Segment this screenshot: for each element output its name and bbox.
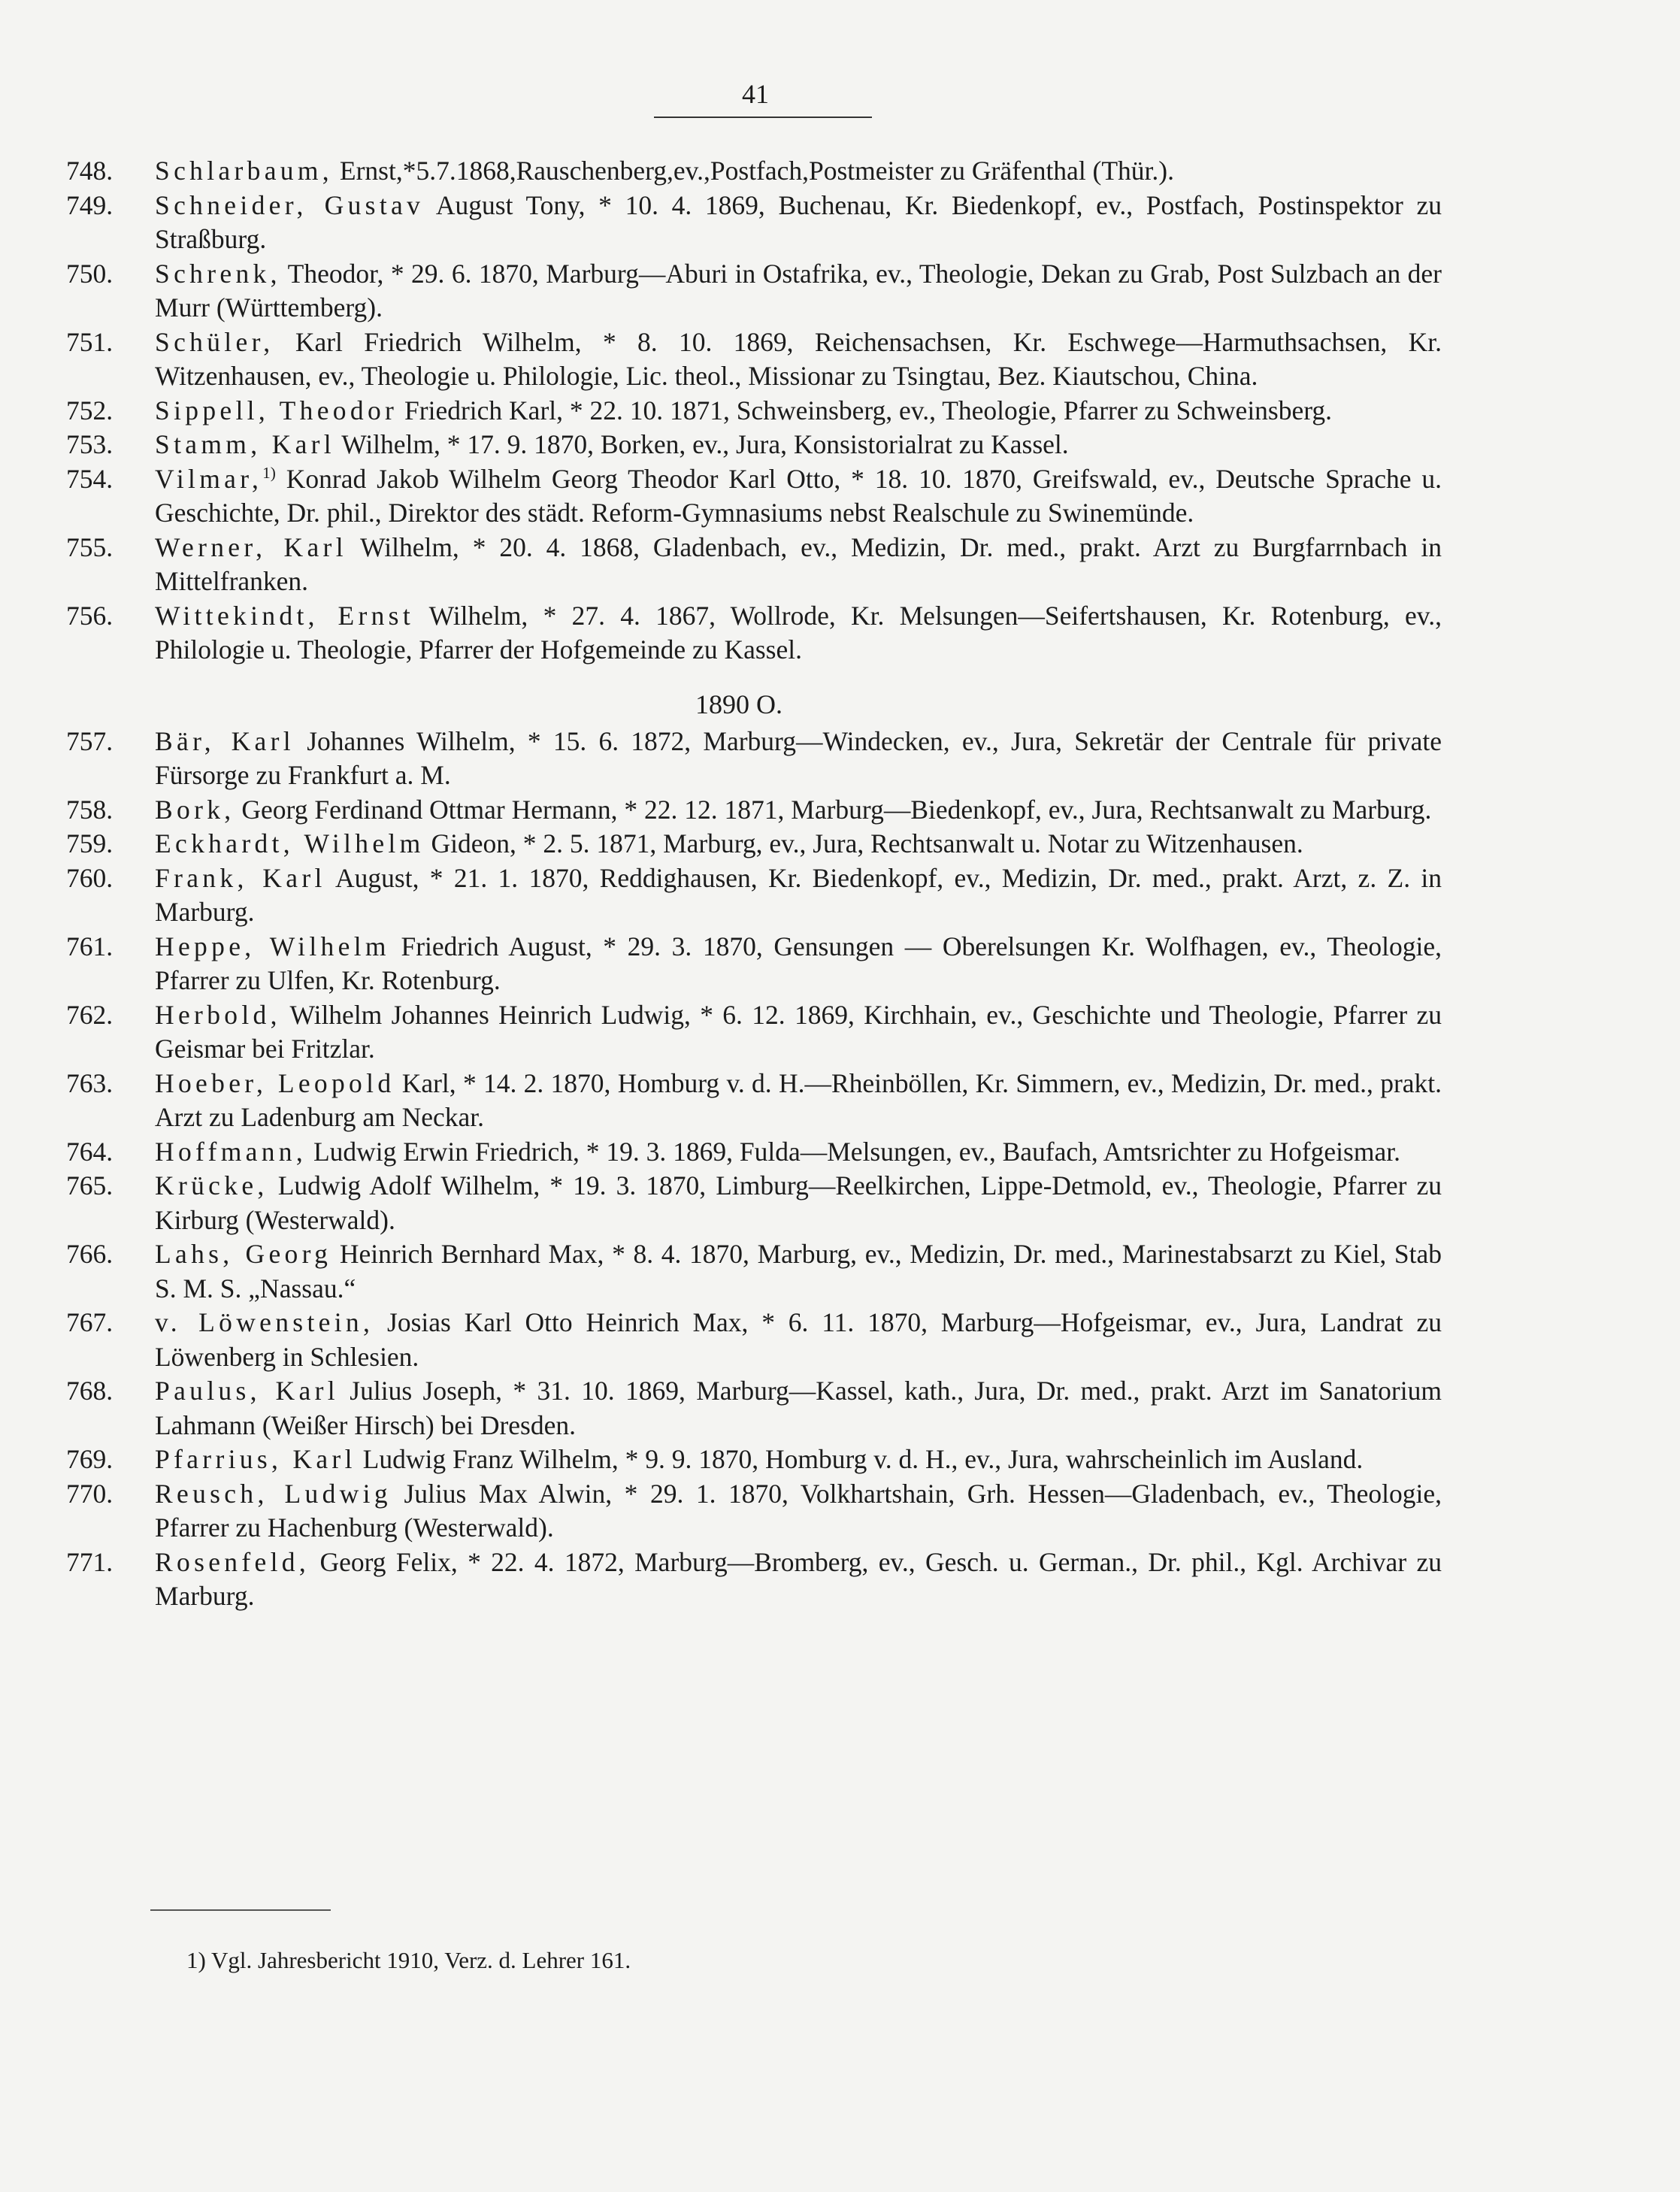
entry-number: 757. — [66, 725, 114, 756]
entry-name: Schüler, — [155, 326, 274, 357]
entry-details: Gideon, * 2. 5. 1871, Marburg, ev., Jura, Rechtsanwalt u. Notar zu Witzenhausen. — [431, 828, 1303, 858]
entry-number: 762. — [66, 999, 114, 1030]
entry — [66, 1237, 1442, 1306]
entry-number: 749. — [66, 189, 114, 220]
entry-list — [66, 154, 1442, 1614]
entry-name: Herbold, — [155, 999, 281, 1030]
entry-name: Sippell, Theodor — [155, 395, 398, 425]
entry-name: Bork, — [155, 794, 235, 825]
entry-details: August, * 21. 1. 1870, Reddighausen, Kr. Biedenkopf, ev., Medizin, Dr. med., prakt. Arzt, z. Z. in Marburg. — [155, 862, 1442, 927]
entry-number: 768. — [66, 1376, 114, 1406]
footnote-marker: 1) — [262, 463, 276, 482]
entry-name: Heppe, Wilhelm — [155, 931, 390, 961]
entry-number: 770. — [66, 1478, 114, 1509]
entry — [66, 1546, 1442, 1614]
entry-name: Krücke, — [155, 1170, 268, 1200]
entry — [66, 930, 1442, 998]
entry-name: Paulus, Karl — [155, 1376, 339, 1406]
entry-number: 758. — [66, 794, 114, 825]
entry-name: Hoffmann, — [155, 1136, 307, 1167]
entry-number: 771. — [66, 1546, 114, 1577]
entry — [66, 325, 1442, 394]
entry-name: Hoeber, Leopold — [155, 1067, 395, 1098]
entry-details: Julius Max Alwin, * 29. 1. 1870, Volkhartshain, Grh. Hessen—Gladenbach, ev., Theologie, Pfarrer zu Hachenburg (Westerwald). — [155, 1478, 1442, 1543]
entry-details: Karl Friedrich Wilhelm, * 8. 10. 1869, Reichensachsen, Kr. Eschwege—Harmuthsachsen, Kr. Witzenhausen, ev., Theologie u. Philologie, Lic. theol., Missionar zu Tsingtau, Bez. Kiautschou, China. — [155, 326, 1442, 391]
entry-number: 760. — [66, 862, 114, 893]
entry-number: 761. — [66, 931, 114, 961]
entry-number: 766. — [66, 1239, 114, 1269]
entry-number: 753. — [66, 429, 114, 459]
entry-number: 759. — [66, 828, 114, 858]
entry-details: Wilhelm Johannes Heinrich Ludwig, * 6. 12. 1869, Kirchhain, ev., Geschichte und Theologie, Pfarrer zu Geismar bei Fritzlar. — [155, 999, 1442, 1064]
entry-number: 750. — [66, 258, 114, 289]
entry-details: Ludwig Erwin Friedrich, * 19. 3. 1869, Fulda—Melsungen, ev., Baufach, Amtsrichter zu Hofgeismar. — [313, 1136, 1400, 1167]
entry-details: Ludwig Franz Wilhelm, * 9. 9. 1870, Homburg v. d. H., ev., Jura, wahrscheinlich im Ausland. — [362, 1444, 1364, 1474]
entry-number: 769. — [66, 1444, 114, 1474]
entry-details: Theodor, * 29. 6. 1870, Marburg—Aburi in Ostafrika, ev., Theologie, Dekan zu Grab, Post Sulzbach an der Murr (Württemberg). — [155, 258, 1442, 322]
entry-name: Wittekindt, Ernst — [155, 600, 415, 631]
entry-details: Wilhelm, * 17. 9. 1870, Borken, ev., Jura, Konsistorialrat zu Kassel. — [341, 429, 1069, 459]
entry — [66, 1135, 1442, 1170]
entry — [66, 1067, 1442, 1135]
entry-name: v. Löwenstein, — [155, 1307, 374, 1337]
entry-details: Karl, * 14. 2. 1870, Homburg v. d. H.—Rheinböllen, Kr. Simmern, ev., Medizin, Dr. med., prakt. Arzt zu Ladenburg am Neckar. — [155, 1067, 1442, 1132]
entry-number: 755. — [66, 531, 114, 562]
entry-details: Julius Joseph, * 31. 10. 1869, Marburg—Kassel, kath., Jura, Dr. med., prakt. Arzt im Sanatorium Lahmann (Weißer Hirsch) bei Dresden. — [155, 1376, 1442, 1440]
entry — [66, 793, 1442, 828]
entry-number: 756. — [66, 600, 114, 631]
entry-name: Vilmar, — [155, 463, 263, 494]
entry — [66, 154, 1442, 189]
entry-name: Schneider, Gustav — [155, 189, 425, 220]
header-rule — [654, 117, 872, 118]
entry-details: Wilhelm, * 20. 4. 1868, Gladenbach, ev., Medizin, Dr. med., prakt. Arzt zu Burgfarrnbach in Mittelfranken. — [155, 531, 1442, 596]
entry-number: 763. — [66, 1067, 114, 1098]
entry — [66, 462, 1442, 531]
entry-number: 765. — [66, 1170, 114, 1200]
entry-name: Lahs, Georg — [155, 1239, 332, 1269]
entry — [66, 1477, 1442, 1546]
entry-name: Bär, Karl — [155, 725, 295, 756]
entry-details: Georg Felix, * 22. 4. 1872, Marburg—Bromberg, ev., Gesch. u. German., Dr. phil., Kgl. Archivar zu Marburg. — [155, 1546, 1442, 1611]
entry-details: Georg Ferdinand Ottmar Hermann, * 22. 12. 1871, Marburg—Biedenkopf, ev., Jura, Rechtsanwalt zu Marburg. — [241, 794, 1432, 825]
footnote: 1) Vgl. Jahresbericht 1910, Verz. d. Lehrer 161. — [186, 1947, 631, 1973]
entry — [66, 599, 1442, 668]
entry-name: Stamm, Karl — [155, 429, 335, 459]
entry — [66, 998, 1442, 1067]
entry-details: Friedrich August, * 29. 3. 1870, Gensungen — Oberelsungen Kr. Wolfhagen, ev., Theologie, Pfarrer zu Ulfen, Kr. Rotenburg. — [155, 931, 1442, 995]
entry-name: Schrenk, — [155, 258, 281, 289]
entry-details: August Tony, * 10. 4. 1869, Buchenau, Kr. Biedenkopf, ev., Postfach, Postinspektor zu Straßburg. — [155, 189, 1442, 254]
entry-name: Schlarbaum, — [155, 156, 334, 186]
entry-name: Frank, Karl — [155, 862, 326, 893]
footnote-rule — [150, 1909, 331, 1911]
entry — [66, 531, 1442, 599]
entry-number: 751. — [66, 326, 114, 357]
entry-details: Wilhelm, * 27. 4. 1867, Wollrode, Kr. Melsungen—Seifertshausen, Kr. Rotenburg, ev., Philologie u. Theologie, Pfarrer der Hofgemeinde zu Kassel. — [155, 600, 1442, 665]
entry-name: Pfarrius, Karl — [155, 1444, 356, 1474]
entry-details: Friedrich Karl, * 22. 10. 1871, Schweinsberg, ev., Theologie, Pfarrer zu Schweinsberg. — [404, 395, 1333, 425]
entry-number: 748. — [66, 156, 114, 186]
entry-name: Werner, Karl — [155, 531, 347, 562]
entry — [66, 725, 1442, 793]
entry-number: 764. — [66, 1136, 114, 1167]
entry-name: Eckhardt, Wilhelm — [155, 828, 425, 858]
entries-1890 — [66, 725, 1442, 1614]
entries-1889 — [66, 154, 1442, 668]
entry-details: Ludwig Adolf Wilhelm, * 19. 3. 1870, Limburg—Reelkirchen, Lippe-Detmold, ev., Theologie, Pfarrer zu Kirburg (Westerwald). — [155, 1170, 1442, 1235]
entry — [66, 861, 1442, 930]
entry-name: Rosenfeld, — [155, 1546, 310, 1577]
entry-number: 754. — [66, 463, 114, 494]
entry-details: Ernst,*5.7.1868,Rauschenberg,ev.,Postfach,Postmeister zu Gräfenthal (Thür.). — [339, 156, 1174, 186]
entry-number: 767. — [66, 1307, 114, 1337]
entry — [66, 1374, 1442, 1443]
entry-details: Johannes Wilhelm, * 15. 6. 1872, Marburg—Windecken, ev., Jura, Sekretär der Centrale für private Fürsorge zu Frankfurt a. M. — [155, 725, 1442, 790]
entry — [66, 189, 1442, 257]
entry-details: Josias Karl Otto Heinrich Max, * 6. 11. 1870, Marburg—Hofgeismar, ev., Jura, Landrat zu Löwenberg in Schlesien. — [155, 1307, 1442, 1372]
entry-details: Heinrich Bernhard Max, * 8. 4. 1870, Marburg, ev., Medizin, Dr. med., Marinestabsarzt zu Kiel, Stab S. M. S. „Nassau.“ — [155, 1239, 1442, 1303]
entry-number: 752. — [66, 395, 114, 425]
entry — [66, 1169, 1442, 1237]
entry — [66, 827, 1442, 861]
entry-details: Konrad Jakob Wilhelm Georg Theodor Karl Otto, * 18. 10. 1870, Greifswald, ev., Deutsche Sprache u. Geschichte, Dr. phil., Direktor des städt. Reform-Gymnasiums nebst Realschule zu Swinemünde. — [155, 463, 1442, 528]
entry — [66, 1443, 1442, 1477]
page-number: 41 — [742, 79, 769, 109]
entry — [66, 257, 1442, 325]
entry — [66, 394, 1442, 428]
entry — [66, 428, 1442, 462]
entry — [66, 1306, 1442, 1374]
section-heading: 1890 O. — [695, 689, 782, 719]
entry-name: Reusch, Ludwig — [155, 1478, 392, 1509]
